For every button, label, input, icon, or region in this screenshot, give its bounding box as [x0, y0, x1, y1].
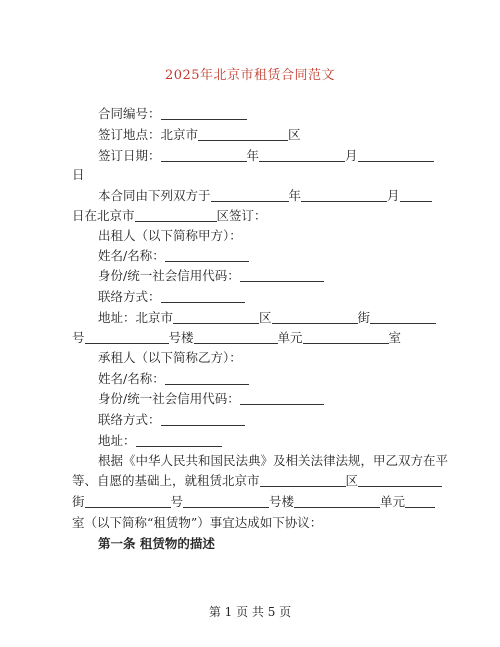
lessee-heading: 承租人（以下简称乙方）：: [98, 350, 242, 365]
sign-place-line: [98, 127, 301, 143]
contract-number-line: [98, 106, 247, 122]
lessor-building-text: 号楼: [168, 330, 194, 345]
lessor-street-text: 街: [357, 310, 371, 325]
intro-text-c: 区签订：: [216, 208, 267, 223]
leased-street-text: 街: [72, 494, 85, 509]
year-text: 年: [246, 148, 260, 163]
intro-text-b: 日在北京市: [72, 208, 135, 223]
lessee-address-field[interactable]: [136, 434, 222, 447]
basis-line-1: 根据《中华人民共和国民法典》及相关法律法规，甲乙双方在平: [98, 453, 449, 468]
leased-building-field[interactable]: [183, 495, 269, 508]
sign-year-field[interactable]: [161, 149, 247, 162]
lessor-room-text: 室: [388, 330, 402, 345]
sign-place-label: 签订地点：北京市: [98, 127, 199, 142]
sign-date-day-line: [72, 167, 85, 183]
leased-building-text: 号楼: [269, 494, 295, 509]
lessor-name-label: 姓名/名称：: [98, 248, 165, 263]
article-1-heading: 第一条 租赁物的描述: [98, 536, 215, 551]
lessor-address-label: 地址：北京市: [98, 310, 174, 325]
intro-line-1: [98, 188, 432, 204]
intro-month-field[interactable]: [301, 189, 387, 202]
sign-date-line: [98, 148, 434, 164]
page-number: 第 1 页 共 5 页: [208, 605, 292, 619]
leased-district-field[interactable]: [260, 474, 346, 487]
lessor-street-field[interactable]: [272, 311, 358, 324]
leased-street-field[interactable]: [85, 495, 171, 508]
leased-district-tail-field[interactable]: [358, 474, 442, 487]
intro-day-field[interactable]: [400, 189, 432, 202]
district-text: 区: [288, 127, 301, 142]
lessor-street-tail-field[interactable]: [370, 311, 436, 324]
lessee-contact-field[interactable]: [161, 413, 245, 426]
lessor-contact-field[interactable]: [161, 290, 245, 303]
lessor-district-text: 区: [259, 310, 272, 325]
basis-line-4: 室（以下简称“租赁物”）事宜达成如下协议：: [72, 515, 323, 530]
lessee-contact-label: 联络方式：: [98, 412, 161, 427]
sign-date-label: 签订日期：: [98, 148, 161, 163]
lessee-name-field[interactable]: [165, 372, 249, 385]
lessee-id-line: [98, 391, 324, 407]
lessor-building-field[interactable]: [85, 331, 169, 344]
sign-district-field[interactable]: [198, 128, 288, 141]
lessor-number-text: 号: [72, 330, 85, 345]
day-text: 日: [72, 167, 85, 182]
month-text: 月: [345, 148, 358, 163]
sign-day-field[interactable]: [358, 149, 434, 162]
lessor-room-field[interactable]: [303, 331, 389, 344]
lessee-id-field[interactable]: [240, 392, 324, 405]
document-title: 2025年北京市租赁合同范文: [164, 68, 336, 83]
lessor-contact-label: 联络方式：: [98, 289, 161, 304]
sign-month-field[interactable]: [259, 149, 345, 162]
basis-line-3: [72, 494, 435, 510]
lessor-id-field[interactable]: [240, 269, 324, 282]
contract-number-label: 合同编号：: [98, 106, 161, 121]
leased-unit-tail-field[interactable]: [405, 495, 435, 508]
intro-month-text: 月: [387, 188, 400, 203]
lessor-name-line: [98, 248, 249, 264]
intro-year-field[interactable]: [211, 189, 289, 202]
contract-number-field[interactable]: [161, 107, 247, 120]
basis-text-2: 等、自愿的基础上，就租赁北京市: [72, 473, 260, 488]
lessor-unit-text: 单元: [277, 330, 303, 345]
leased-number-text: 号: [170, 494, 184, 509]
lessor-id-line: [98, 268, 324, 284]
lessor-heading: 出租人（以下简称甲方）：: [98, 228, 242, 243]
intro-line-2: [72, 208, 267, 224]
intro-district-field[interactable]: [135, 209, 217, 222]
lessee-name-line: [98, 371, 249, 387]
lessor-id-label: 身份/统一社会信用代码：: [98, 268, 240, 283]
intro-year-text: 年: [288, 188, 302, 203]
leased-unit-text: 单元: [380, 494, 406, 509]
lessee-contact-line: [98, 412, 245, 428]
lessee-address-line: [98, 433, 222, 449]
intro-text-a: 本合同由下列双方于: [98, 188, 211, 203]
lessor-name-field[interactable]: [165, 249, 249, 262]
leased-district-text: 区: [345, 473, 359, 488]
lessee-id-label: 身份/统一社会信用代码：: [98, 391, 240, 406]
leased-unit-field[interactable]: [294, 495, 380, 508]
basis-line-2: [72, 473, 442, 489]
lessee-address-label: 地址：: [98, 433, 136, 448]
lessor-address-line-2: [72, 330, 401, 346]
lessor-address-line-1: [98, 310, 436, 326]
lessee-name-label: 姓名/名称：: [98, 371, 165, 386]
lessor-contact-line: [98, 289, 245, 305]
lessor-district-field[interactable]: [173, 311, 259, 324]
lessor-unit-field[interactable]: [194, 331, 278, 344]
